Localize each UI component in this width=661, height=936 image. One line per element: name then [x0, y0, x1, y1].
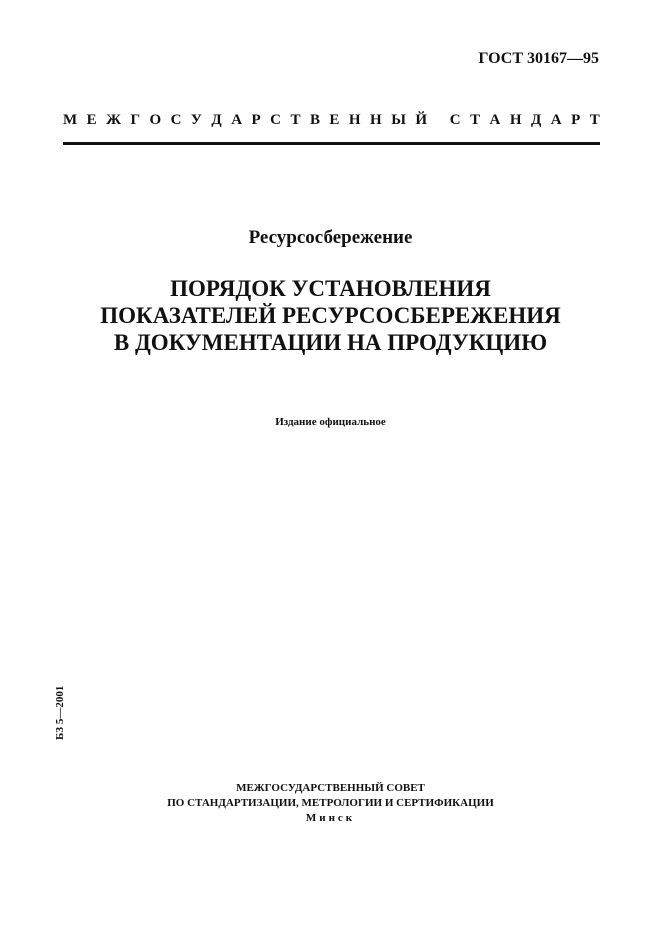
title-line-2: ПОКАЗАТЕЛЕЙ РЕСУРСОСБЕРЕЖЕНИЯ — [100, 303, 561, 328]
side-code: БЗ 5—2001 — [54, 685, 66, 740]
document-number: ГОСТ 30167—95 — [478, 50, 599, 67]
publisher-city: Минск — [305, 812, 356, 824]
series-title: Ресурсосбережение — [248, 227, 413, 248]
document-title — [0, 275, 661, 356]
title-line-3: В ДОКУМЕНТАЦИИ НА ПРОДУКЦИЮ — [113, 330, 548, 355]
standard-type-heading: М Е Ж Г О С У Д А Р С Т В Е Н Н Ы Й С Т А Н Д А Р Т — [63, 112, 600, 128]
publisher-line-1: МЕЖГОСУДАРСТВЕННЫЙ СОВЕТ — [236, 782, 425, 794]
publisher-line-2: ПО СТАНДАРТИЗАЦИИ, МЕТРОЛОГИИ И СЕРТИФИКАЦИИ — [167, 797, 494, 809]
edition-note: Издание официальное — [275, 416, 386, 428]
publisher-block — [0, 781, 661, 826]
header-rule — [63, 142, 600, 145]
title-line-1: ПОРЯДОК УСТАНОВЛЕНИЯ — [170, 276, 491, 301]
